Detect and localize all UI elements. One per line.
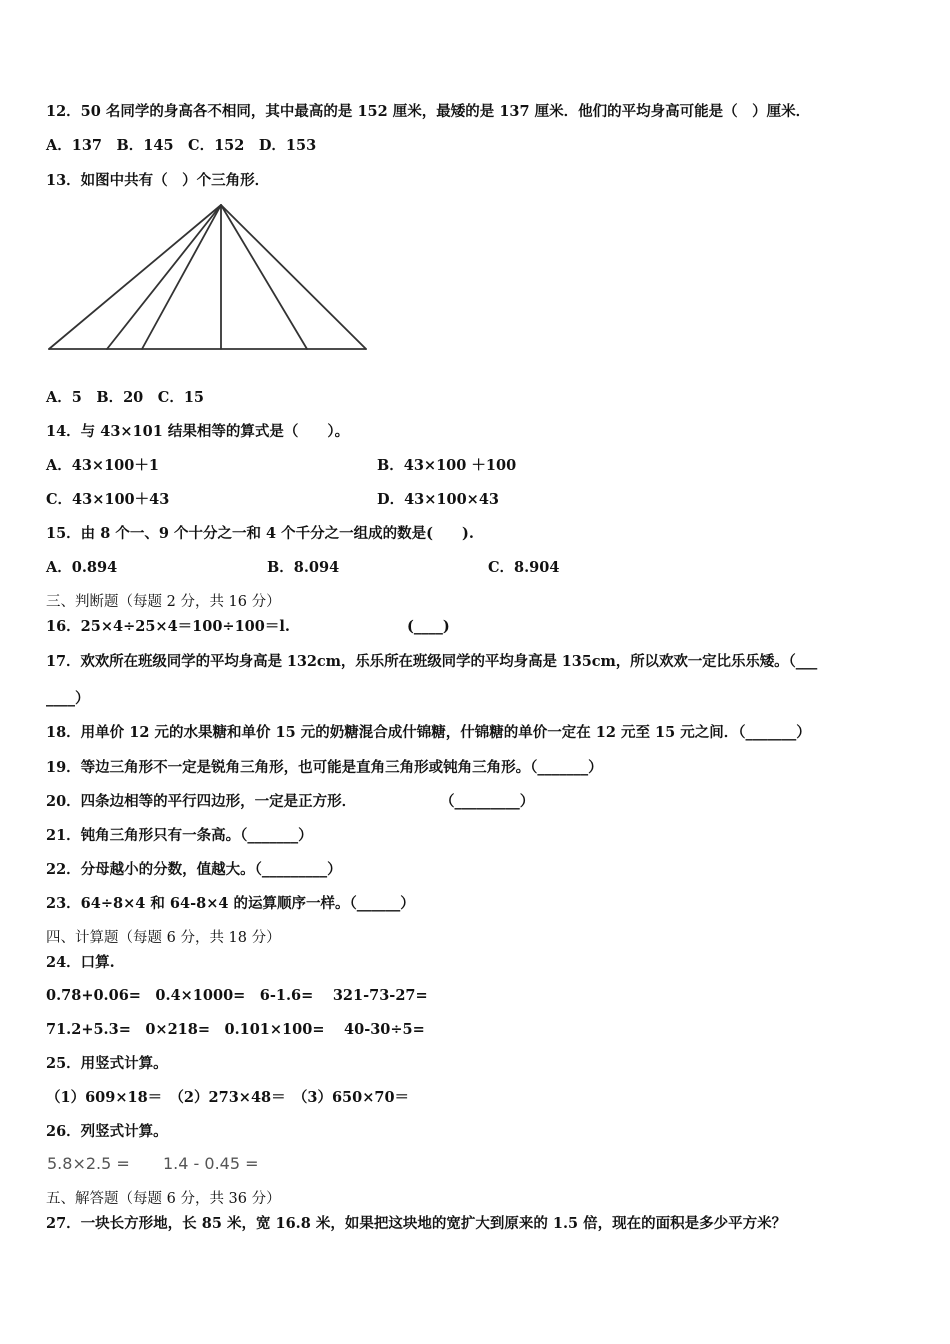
q26: 26．列竖式计算。	[46, 1123, 168, 1140]
q24: 24．口算.	[46, 954, 115, 971]
q15-option-a: A．0.894	[46, 559, 118, 576]
q17-line1: 17．欢欢所在班级同学的平均身高是 132cm，乐乐所在班级同学的平均身高是 135cm，所以欢欢一定比乐乐矮。（___	[46, 653, 818, 670]
q12-options: A．137 B．145 C．152 D．153	[46, 137, 317, 154]
q15-option-b: B．8.094	[267, 559, 340, 576]
triangle-inner-line-2	[142, 205, 221, 349]
q27: 27．一块长方形地，长 85 米，宽 16.8 米，如果把这块地的宽扩大到原来的 1.5 倍，现在的面积是多少平方米？	[46, 1215, 787, 1232]
q25: 25．用竖式计算。	[46, 1055, 168, 1072]
q24-row1: 0.78+0.06= 0.4×1000= 6-1.6= 321-73-27=	[46, 987, 428, 1004]
q13-stem: 13．如图中共有（ ）个三角形．	[46, 172, 270, 189]
q14-option-b: B．43×100 ＋100	[377, 457, 517, 474]
q24-row2: 71.2+5.3= 0×218= 0.101×100= 40-30÷5=	[46, 1021, 425, 1038]
section5-title: 五、解答题（每题 6 分，共 36 分）	[46, 1191, 281, 1207]
q12-stem: 12．50 名同学的身高各不相同，其中最高的是 152 厘米，最矮的是 137 厘米．他们的平均身高可能是（ ）厘米．	[46, 103, 811, 120]
q19: 19．等边三角形不一定是锐角三角形，也可能是直角三角形或钝角三角形。（_______）	[46, 759, 603, 776]
section3-title: 三、判断题（每题 2 分，共 16 分）	[46, 594, 281, 610]
q22: 22．分母越小的分数，值越大。（_________）	[46, 861, 342, 878]
q13-options: A．5 B．20 C．15	[46, 389, 204, 406]
q14-option-a: A．43×100＋1	[46, 457, 159, 474]
triangle-left-edge	[49, 205, 221, 349]
q17-line2: ____）	[46, 690, 90, 707]
q16: 16．25×4÷25×4＝100÷100＝l.	[46, 618, 290, 635]
q20: 20．四条边相等的平行四边形，一定是正方形．	[46, 793, 357, 810]
q26-item-a: 5.8×2.5 =	[47, 1154, 130, 1173]
q18: 18．用单价 12 元的水果糖和单价 15 元的奶糖混合成什锦糖，什锦糖的单价一定在 12 元至 15 元之间．（_______）	[46, 724, 811, 741]
q14-option-c: C．43×100＋43	[46, 491, 170, 508]
q25-items: （1）609×18＝ （2）273×48＝ （3）650×70＝	[46, 1089, 410, 1106]
triangle-figure	[44, 200, 374, 356]
section4-title: 四、计算题（每题 6 分，共 18 分）	[46, 930, 281, 946]
q14-option-d: D．43×100×43	[377, 491, 499, 508]
q16-blank: (____)	[407, 618, 450, 635]
q15-stem: 15．由 8 个一、9 个十分之一和 4 个千分之一组成的数是( ).	[46, 525, 474, 542]
q14-stem: 14．与 43×101 结果相等的算式是（ ）。	[46, 423, 350, 440]
q15-option-c: C．8.904	[488, 559, 560, 576]
q20-blank: （_________）	[440, 793, 535, 810]
q26-item-b: 1.4 - 0.45 =	[163, 1154, 259, 1173]
triangle-inner-line-1	[107, 205, 221, 349]
q23: 23．64÷8×4 和 64-8×4 的运算顺序一样。（______）	[46, 895, 415, 912]
q21: 21．钝角三角形只有一条高。（_______）	[46, 827, 313, 844]
